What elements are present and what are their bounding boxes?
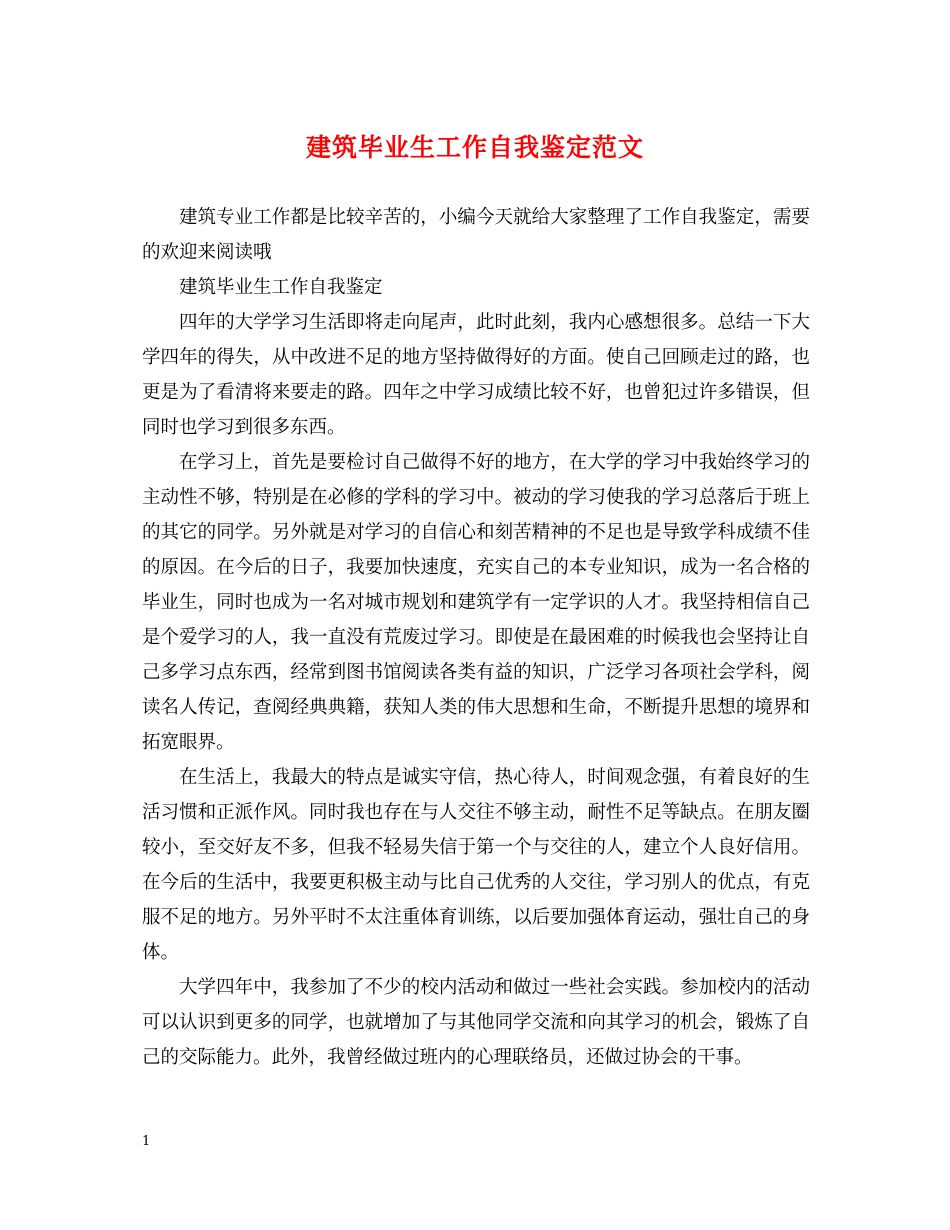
paragraph-study: 在学习上，首先是要检讨自己做得不好的地方，在大学的学习中我始终学习的主动性不够，特别是在必修的学科的学习中。被动的学习使我的学习总落后于班上的其它的同学。另外就是对学习的自信心和刻苦精神的不足也是导致学科成绩不佳的原因。在今后的日子，我要加快速度，充实自己的本专业知识，成为一名合格的毕业生，同时也成为一名对城市规划和建筑学有一定学识的人才。我坚持相信自己是个爱学习的人，我一直没有荒废过学习。即使是在最困难的时候我也会坚持让自己多学习点东西，经常到图书馆阅读各类有益的知识，广泛学习各项社会学科，阅读名人传记，查阅经典典籍，获知人类的伟大思想和生命，不断提升思想的境界和拓宽眼界。 [142, 452, 810, 753]
document-body [142, 200, 810, 1075]
document-title: 建筑毕业生工作自我鉴定范文 [305, 133, 644, 162]
intro-paragraph: 建筑专业工作都是比较辛苦的，小编今天就给大家整理了工作自我鉴定，需要的欢迎来阅读哦 [142, 207, 810, 263]
paragraph-overview: 四年的大学学习生活即将走向尾声，此时此刻，我内心感想很多。总结一下大学四年的得失，从中改进不足的地方坚持做得好的方面。使自己回顾走过的路，也更是为了看清将来要走的路。四年之中学习成绩比较不好，也曾犯过许多错误，但同时也学习到很多东西。 [142, 312, 810, 438]
section-heading: 建筑毕业生工作自我鉴定 [179, 277, 383, 298]
page-number: 1 [142, 1134, 151, 1149]
paragraph-life: 在生活上，我最大的特点是诚实守信，热心待人，时间观念强，有着良好的生活习惯和正派作风。同时我也存在与人交往不够主动，耐性不足等缺点。在朋友圈较小，至交好友不多，但我不轻易失信于第一个与交往的人，建立个人良好信用。在今后的生活中，我要更积极主动与比自己优秀的人交往，学习别人的优点，有克服不足的地方。另外平时不太注重体育训练，以后要加强体育运动，强壮自己的身体。 [142, 767, 810, 963]
paragraph-activities: 大学四年中，我参加了不少的校内活动和做过一些社会实践。参加校内的活动可以认识到更多的同学，也就增加了与其他同学交流和向其学习的机会，锻炼了自己的交际能力。此外，我曾经做过班内的心理联络员，还做过协会的干事。 [142, 977, 810, 1068]
